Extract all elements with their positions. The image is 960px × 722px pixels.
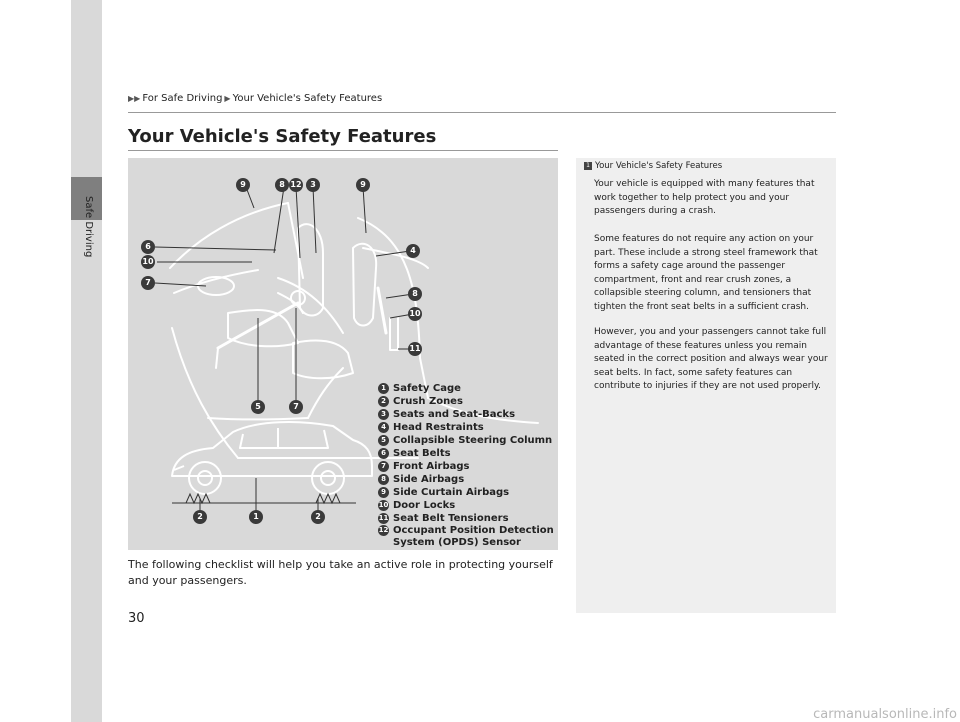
legend-item: 2 Crush Zones [378, 395, 554, 408]
side-note-paragraph: Some features do not require any action on your part. These include a strong steel framework that forms a safety cage around the passenger compartment, front and rear crush zones, a collapsible steering column, and tensioners that tighten the front seat belts in a sufficient crash. [594, 234, 818, 312]
breadcrumb-item-for-safe-driving[interactable]: For Safe Driving [142, 93, 223, 104]
side-note-panel [576, 158, 836, 613]
callout-4: 4 [406, 244, 420, 258]
callout-9: 9 [236, 178, 250, 192]
page-title: Your Vehicle's Safety Features [128, 126, 437, 147]
title-divider [128, 150, 558, 151]
legend-item: 8 Side Airbags [378, 473, 554, 486]
callout-9: 9 [356, 178, 370, 192]
legend-item: 1 Safety Cage [378, 382, 554, 395]
callout-8: 8 [275, 178, 289, 192]
callout-11: 11 [408, 342, 422, 356]
legend-item: 7 Front Airbags [378, 460, 554, 473]
callout-2: 2 [311, 510, 325, 524]
legend-item: 3 Seats and Seat-Backs [378, 408, 554, 421]
legend-item: 6 Seat Belts [378, 447, 554, 460]
side-note-heading [584, 161, 722, 171]
side-note-paragraph: However, you and your passengers cannot take full advantage of these features unless you remain seated in the correct position and always wear your seat belts. In fact, some safety features can contribute to injuries if they are not used properly. [594, 327, 828, 392]
page-number: 30 [128, 611, 145, 626]
legend-item: 5 Collapsible Steering Column [378, 434, 554, 447]
callout-1: 1 [249, 510, 263, 524]
sidebar-bar [71, 0, 102, 722]
sidebar-section-label: Safe Driving [83, 196, 94, 258]
legend-item: 11 Seat Belt Tensioners [378, 512, 509, 524]
callout-10: 10 [408, 307, 422, 321]
breadcrumb-item-safety-features[interactable]: Your Vehicle's Safety Features [232, 93, 383, 104]
callout-3: 3 [306, 178, 320, 192]
breadcrumb-arrow-icon: ▶▶ [128, 94, 141, 103]
legend-item: 4 Head Restraints [378, 421, 554, 434]
figure-legend [378, 382, 554, 549]
callout-7: 7 [141, 276, 155, 290]
callout-12: 12 [289, 178, 303, 192]
legend-item: 12 Occupant Position Detection System (OPDS) Sensor [378, 525, 554, 548]
watermark: carmanualsonline.info [813, 707, 957, 722]
callout-8: 8 [408, 287, 422, 301]
note-marker-icon: 1 [584, 162, 592, 170]
safety-features-figure [128, 158, 558, 550]
callout-5: 5 [251, 400, 265, 414]
header-divider [128, 112, 836, 113]
callout-6: 6 [141, 240, 155, 254]
body-paragraph: The following checklist will help you take an active role in protecting yourself and your passengers. [128, 558, 553, 587]
callout-10: 10 [141, 255, 155, 269]
legend-item: 10 Door Locks [378, 499, 456, 511]
breadcrumb-arrow-icon: ▶ [224, 94, 231, 103]
side-note-heading-text: Your Vehicle's Safety Features [595, 161, 723, 171]
breadcrumb [128, 93, 382, 104]
legend-item: 9 Side Curtain Airbags [378, 486, 554, 499]
side-note-paragraph: Your vehicle is equipped with many features that work together to help protect you and your passengers during a crash. [594, 179, 815, 217]
callout-7: 7 [289, 400, 303, 414]
callout-2: 2 [193, 510, 207, 524]
